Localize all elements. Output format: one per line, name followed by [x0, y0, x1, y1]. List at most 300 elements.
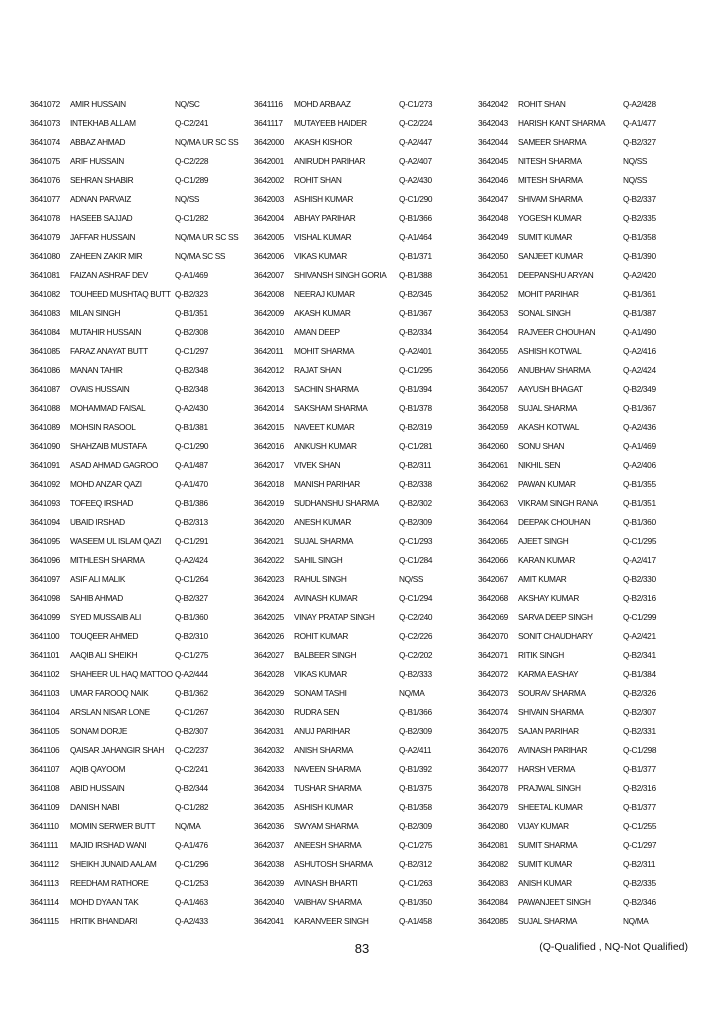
result-status: Q-B2/348	[175, 364, 208, 375]
result-status: Q-C1/275	[175, 649, 209, 660]
roll-number: 3642016	[254, 440, 284, 451]
roll-number: 3642042	[478, 98, 508, 109]
result-status: Q-C1/295	[623, 535, 657, 546]
roll-number: 3641091	[30, 459, 60, 470]
result-row	[30, 455, 254, 474]
result-row	[30, 360, 254, 379]
result-row	[478, 436, 702, 455]
result-row	[254, 854, 478, 873]
roll-number: 3641093	[30, 497, 60, 508]
candidate-name: ASHISH KUMAR	[294, 193, 353, 204]
roll-number: 3642040	[254, 896, 284, 907]
roll-number: 3641109	[30, 801, 60, 812]
roll-number: 3642071	[478, 649, 508, 660]
candidate-name: INTEKHAB ALLAM	[70, 117, 136, 128]
candidate-name: SONAM DORJE	[70, 725, 127, 736]
result-status: Q-B1/377	[623, 801, 656, 812]
roll-number: 3642017	[254, 459, 284, 470]
result-row	[478, 284, 702, 303]
candidate-name: SACHIN SHARMA	[294, 383, 359, 394]
candidate-name: SARVA DEEP SINGH	[518, 611, 593, 622]
page-number: 83	[354, 941, 370, 956]
result-status: Q-B2/313	[175, 516, 208, 527]
roll-number: 3642049	[478, 231, 508, 242]
roll-number: 3641076	[30, 174, 60, 185]
result-status: Q-A1/458	[399, 915, 432, 926]
result-row	[30, 303, 254, 322]
result-status: Q-B2/308	[175, 326, 208, 337]
roll-number: 3642023	[254, 573, 284, 584]
result-status: Q-B1/350	[399, 896, 432, 907]
roll-number: 3642053	[478, 307, 508, 318]
roll-number: 3642032	[254, 744, 284, 755]
candidate-name: KARAN KUMAR	[518, 554, 576, 565]
result-status: Q-C1/281	[399, 440, 433, 451]
result-status: Q-B2/335	[623, 212, 656, 223]
candidate-name: ABBAZ AHMAD	[70, 136, 126, 147]
roll-number: 3642009	[254, 307, 284, 318]
result-row	[30, 189, 254, 208]
result-row	[254, 588, 478, 607]
result-status: Q-B2/345	[399, 288, 432, 299]
result-row	[478, 246, 702, 265]
candidate-name: AVINASH KUMAR	[294, 592, 358, 603]
result-status: Q-B2/334	[399, 326, 432, 337]
candidate-name: QAISAR JAHANGIR SHAH	[70, 744, 164, 755]
roll-number: 3641074	[30, 136, 60, 147]
candidate-name: ABID HUSSAIN	[70, 782, 125, 793]
result-status: Q-B2/326	[623, 687, 656, 698]
result-row	[254, 683, 478, 702]
result-status: Q-B1/366	[399, 706, 432, 717]
roll-number: 3642066	[478, 554, 508, 565]
roll-number: 3642057	[478, 383, 508, 394]
result-status: Q-C1/267	[175, 706, 209, 717]
result-status: Q-A2/406	[623, 459, 656, 470]
candidate-name: AAQIB ALI SHEIKH	[70, 649, 138, 660]
result-row	[478, 322, 702, 341]
roll-number: 3641073	[30, 117, 60, 128]
roll-number: 3642019	[254, 497, 284, 508]
roll-number: 3642047	[478, 193, 508, 204]
roll-number: 3642038	[254, 858, 284, 869]
result-status: Q-A2/430	[175, 402, 208, 413]
candidate-name: NAVEET KUMAR	[294, 421, 355, 432]
result-status: Q-B2/323	[175, 288, 208, 299]
roll-number: 3642018	[254, 478, 284, 489]
result-row	[478, 379, 702, 398]
result-row	[254, 94, 478, 113]
candidate-name: ASHUTOSH SHARMA	[294, 858, 373, 869]
roll-number: 3641101	[30, 649, 60, 660]
result-status: Q-A2/444	[175, 668, 208, 679]
result-status: Q-A2/424	[623, 364, 656, 375]
result-status: Q-B1/377	[623, 763, 656, 774]
result-row	[478, 303, 702, 322]
result-status: Q-B2/331	[623, 725, 656, 736]
result-row	[478, 873, 702, 892]
result-status: Q-A2/401	[399, 345, 432, 356]
result-row	[254, 208, 478, 227]
result-status: Q-A1/476	[175, 839, 208, 850]
candidate-name: SHAHZAIB MUSTAFA	[70, 440, 147, 451]
roll-number: 3642081	[478, 839, 508, 850]
roll-number: 3642029	[254, 687, 284, 698]
result-row	[254, 170, 478, 189]
result-status: Q-C1/296	[175, 858, 209, 869]
candidate-name: YOGESH KUMAR	[518, 212, 582, 223]
result-status: Q-B1/371	[399, 250, 432, 261]
candidate-name: MOHD DYAAN TAK	[70, 896, 139, 907]
roll-number: 3641090	[30, 440, 60, 451]
result-status: Q-C1/282	[175, 212, 209, 223]
roll-number: 3641108	[30, 782, 60, 793]
candidate-name: SEHRAN SHABIR	[70, 174, 134, 185]
candidate-name: FARAZ ANAYAT BUTT	[70, 345, 148, 356]
candidate-name: MILAN SINGH	[70, 307, 121, 318]
result-row	[254, 455, 478, 474]
result-row	[254, 474, 478, 493]
result-row	[478, 417, 702, 436]
result-row	[30, 569, 254, 588]
candidate-name: SONU SHAN	[518, 440, 565, 451]
result-status: Q-B1/358	[623, 231, 656, 242]
result-row	[30, 246, 254, 265]
result-row	[254, 797, 478, 816]
roll-number: 3641113	[30, 877, 59, 888]
roll-number: 3642062	[478, 478, 508, 489]
result-row	[30, 626, 254, 645]
roll-number: 3641107	[30, 763, 60, 774]
result-row	[30, 550, 254, 569]
candidate-name: VISHAL KUMAR	[294, 231, 352, 242]
result-row	[478, 474, 702, 493]
candidate-name: REEDHAM RATHORE	[70, 877, 149, 888]
candidate-name: HASEEB SAJJAD	[70, 212, 133, 223]
roll-number: 3642013	[254, 383, 284, 394]
candidate-name: AMAN DEEP	[294, 326, 340, 337]
candidate-name: DEEPAK CHOUHAN	[518, 516, 591, 527]
result-row	[254, 398, 478, 417]
result-status: Q-A2/447	[399, 136, 432, 147]
roll-number: 3641080	[30, 250, 60, 261]
result-row	[254, 303, 478, 322]
roll-number: 3642021	[254, 535, 284, 546]
roll-number: 3642011	[254, 345, 284, 356]
result-row	[254, 778, 478, 797]
roll-number: 3642025	[254, 611, 284, 622]
roll-number: 3641112	[30, 858, 59, 869]
roll-number: 3642039	[254, 877, 284, 888]
result-status: Q-B1/366	[399, 212, 432, 223]
candidate-name: PAWANJEET SINGH	[518, 896, 591, 907]
candidate-name: HRITIK BHANDARI	[70, 915, 138, 926]
result-row	[478, 854, 702, 873]
result-status: Q-B2/309	[399, 516, 432, 527]
result-row	[478, 607, 702, 626]
roll-number: 3642052	[478, 288, 508, 299]
result-row	[478, 626, 702, 645]
result-row	[478, 664, 702, 683]
result-row	[478, 493, 702, 512]
result-row	[478, 740, 702, 759]
candidate-name: AQIB QAYOOM	[70, 763, 126, 774]
result-row	[478, 208, 702, 227]
result-row	[30, 531, 254, 550]
result-status: Q-B2/311	[623, 858, 656, 869]
result-row	[30, 94, 254, 113]
candidate-name: ANUBHAV SHARMA	[518, 364, 591, 375]
result-status: Q-C1/298	[623, 744, 657, 755]
roll-number: 3642069	[478, 611, 508, 622]
result-row	[254, 702, 478, 721]
candidate-name: SHEETAL KUMAR	[518, 801, 583, 812]
result-status: Q-B2/310	[175, 630, 208, 641]
result-status: NQ/MA UR SC SS	[175, 231, 239, 242]
result-row	[254, 493, 478, 512]
candidate-name: SHIVANSH SINGH GORIA	[294, 269, 387, 280]
candidate-name: SUJAL SHARMA	[518, 915, 578, 926]
result-status: Q-C2/202	[399, 649, 433, 660]
candidate-name: RITIK SINGH	[518, 649, 564, 660]
result-row	[30, 227, 254, 246]
result-status: Q-C1/295	[399, 364, 433, 375]
candidate-name: SWYAM SHARMA	[294, 820, 359, 831]
result-row	[30, 664, 254, 683]
candidate-name: MUTAHIR HUSSAIN	[70, 326, 142, 337]
result-row	[30, 151, 254, 170]
roll-number: 3641097	[30, 573, 60, 584]
roll-number: 3642077	[478, 763, 508, 774]
candidate-name: ANIRUDH PARIHAR	[294, 155, 366, 166]
roll-number: 3642082	[478, 858, 508, 869]
roll-number: 3642031	[254, 725, 284, 736]
roll-number: 3641079	[30, 231, 60, 242]
candidate-name: RAHUL SINGH	[294, 573, 347, 584]
candidate-name: ZAHEEN ZAKIR MIR	[70, 250, 143, 261]
candidate-name: SONAM TASHI	[294, 687, 347, 698]
candidate-name: RAJAT SHAN	[294, 364, 342, 375]
candidate-name: ARSLAN NISAR LONE	[70, 706, 150, 717]
result-row	[30, 379, 254, 398]
result-status: Q-B1/351	[623, 497, 656, 508]
roll-number: 3642014	[254, 402, 284, 413]
result-column-2	[254, 94, 478, 930]
result-status: Q-B1/362	[175, 687, 208, 698]
result-status: Q-B1/361	[623, 288, 656, 299]
result-row	[254, 550, 478, 569]
result-row	[254, 341, 478, 360]
candidate-name: ASAD AHMAD GAGROO	[70, 459, 159, 470]
roll-number: 3642061	[478, 459, 508, 470]
result-status: Q-C2/228	[175, 155, 209, 166]
roll-number: 3641106	[30, 744, 60, 755]
result-row	[30, 816, 254, 835]
result-status: Q-C1/293	[399, 535, 433, 546]
result-status: Q-B2/349	[623, 383, 656, 394]
roll-number: 3641100	[30, 630, 60, 641]
result-row	[30, 265, 254, 284]
candidate-name: ASHISH KOTWAL	[518, 345, 582, 356]
candidate-name: SUMIT KUMAR	[518, 231, 573, 242]
roll-number: 3641102	[30, 668, 60, 679]
result-row	[478, 531, 702, 550]
result-status: Q-A2/416	[623, 345, 656, 356]
candidate-name: VINAY PRATAP SINGH	[294, 611, 375, 622]
roll-number: 3641077	[30, 193, 60, 204]
candidate-name: TOUQEER AHMED	[70, 630, 139, 641]
candidate-name: MITESH SHARMA	[518, 174, 583, 185]
result-status: Q-B2/307	[175, 725, 208, 736]
candidate-name: ASIF ALI MALIK	[70, 573, 126, 584]
candidate-name: AVINASH PARIHAR	[518, 744, 588, 755]
roll-number: 3641072	[30, 98, 60, 109]
candidate-name: SHIVAM SHARMA	[518, 193, 583, 204]
roll-number: 3642012	[254, 364, 284, 375]
result-status: Q-B2/309	[399, 820, 432, 831]
roll-number: 3642007	[254, 269, 284, 280]
candidate-name: ROHIT SHAN	[518, 98, 566, 109]
result-row	[30, 702, 254, 721]
candidate-name: AKASH KOTWAL	[518, 421, 579, 432]
candidate-name: KARANVEER SINGH	[294, 915, 369, 926]
result-status: Q-B1/367	[623, 402, 656, 413]
result-row	[30, 873, 254, 892]
roll-number: 3641117	[254, 117, 283, 128]
result-row	[254, 721, 478, 740]
result-status: Q-B1/358	[399, 801, 432, 812]
result-row	[254, 113, 478, 132]
result-row	[254, 892, 478, 911]
candidate-name: BALBEER SINGH	[294, 649, 357, 660]
result-status: Q-B2/335	[623, 877, 656, 888]
result-row	[478, 113, 702, 132]
candidate-name: PRAJWAL SINGH	[518, 782, 581, 793]
result-columns	[30, 94, 694, 930]
roll-number: 3641086	[30, 364, 60, 375]
result-row	[478, 835, 702, 854]
result-row	[478, 227, 702, 246]
candidate-name: ABHAY PARIHAR	[294, 212, 356, 223]
result-row	[254, 911, 478, 930]
candidate-name: MAJID IRSHAD WANI	[70, 839, 147, 850]
result-row	[30, 854, 254, 873]
result-status: Q-C1/255	[623, 820, 657, 831]
result-status: Q-A2/417	[623, 554, 656, 565]
result-status: NQ/MA SC SS	[175, 250, 226, 261]
roll-number: 3641096	[30, 554, 60, 565]
roll-number: 3642006	[254, 250, 284, 261]
result-status: Q-A1/463	[175, 896, 208, 907]
result-row	[254, 360, 478, 379]
candidate-name: MOHD ANZAR QAZI	[70, 478, 142, 489]
roll-number: 3642001	[254, 155, 284, 166]
candidate-name: SHAHEER UL HAQ MATTOO	[70, 668, 173, 679]
roll-number: 3642067	[478, 573, 508, 584]
result-status: Q-B1/384	[623, 668, 656, 679]
roll-number: 3642079	[478, 801, 508, 812]
roll-number: 3642028	[254, 668, 284, 679]
roll-number: 3642004	[254, 212, 284, 223]
roll-number: 3642084	[478, 896, 508, 907]
roll-number: 3641095	[30, 535, 60, 546]
candidate-name: TOUHEED MUSHTAQ BUTT	[70, 288, 171, 299]
result-row	[478, 189, 702, 208]
result-status: Q-B2/341	[623, 649, 656, 660]
result-row	[30, 892, 254, 911]
candidate-name: SUMIT SHARMA	[518, 839, 578, 850]
candidate-name: VIKAS KUMAR	[294, 250, 347, 261]
candidate-name: HARISH KANT SHARMA	[518, 117, 606, 128]
result-row	[254, 664, 478, 683]
result-status: Q-B1/394	[399, 383, 432, 394]
roll-number: 3642002	[254, 174, 284, 185]
candidate-name: VIJAY KUMAR	[518, 820, 569, 831]
roll-number: 3642003	[254, 193, 284, 204]
candidate-name: AVINASH BHARTI	[294, 877, 358, 888]
roll-number: 3641075	[30, 155, 60, 166]
result-row	[30, 645, 254, 664]
roll-number: 3642048	[478, 212, 508, 223]
result-row	[30, 797, 254, 816]
result-row	[254, 284, 478, 303]
candidate-name: MOHIT SHARMA	[294, 345, 355, 356]
result-row	[478, 132, 702, 151]
result-status: Q-A2/436	[623, 421, 656, 432]
result-row	[478, 569, 702, 588]
result-status: Q-B1/355	[623, 478, 656, 489]
candidate-name: ASHISH KUMAR	[294, 801, 353, 812]
roll-number: 3642026	[254, 630, 284, 641]
result-status: Q-C2/237	[175, 744, 209, 755]
result-row	[254, 835, 478, 854]
result-status: NQ/SS	[623, 155, 648, 166]
result-status: NQ/SS	[623, 174, 648, 185]
candidate-name: NEERAJ KUMAR	[294, 288, 355, 299]
result-row	[30, 398, 254, 417]
roll-number: 3642044	[478, 136, 508, 147]
result-row	[30, 911, 254, 930]
result-row	[478, 550, 702, 569]
candidate-name: SUDHANSHU SHARMA	[294, 497, 379, 508]
candidate-name: SOURAV SHARMA	[518, 687, 586, 698]
candidate-name: ANESH KUMAR	[294, 516, 352, 527]
result-status: Q-B2/348	[175, 383, 208, 394]
candidate-name: ADNAN PARVAIZ	[70, 193, 131, 204]
result-status: NQ/MA	[623, 915, 649, 926]
result-status: Q-C2/241	[175, 763, 209, 774]
result-row	[254, 759, 478, 778]
result-row	[30, 588, 254, 607]
result-row	[254, 189, 478, 208]
result-status: Q-C1/294	[399, 592, 433, 603]
result-row	[30, 835, 254, 854]
candidate-name: SUMIT KUMAR	[518, 858, 573, 869]
result-status: Q-B1/386	[175, 497, 208, 508]
roll-number: 3642033	[254, 763, 284, 774]
result-row	[254, 873, 478, 892]
roll-number: 3642030	[254, 706, 284, 717]
roll-number: 3642005	[254, 231, 284, 242]
candidate-name: MOHD ARBAAZ	[294, 98, 351, 109]
result-status: Q-B2/309	[399, 725, 432, 736]
result-status: Q-C1/273	[399, 98, 433, 109]
result-status: Q-C2/240	[399, 611, 433, 622]
roll-number: 3642065	[478, 535, 508, 546]
roll-number: 3641115	[30, 915, 59, 926]
result-status: Q-A1/464	[399, 231, 432, 242]
result-row	[478, 398, 702, 417]
